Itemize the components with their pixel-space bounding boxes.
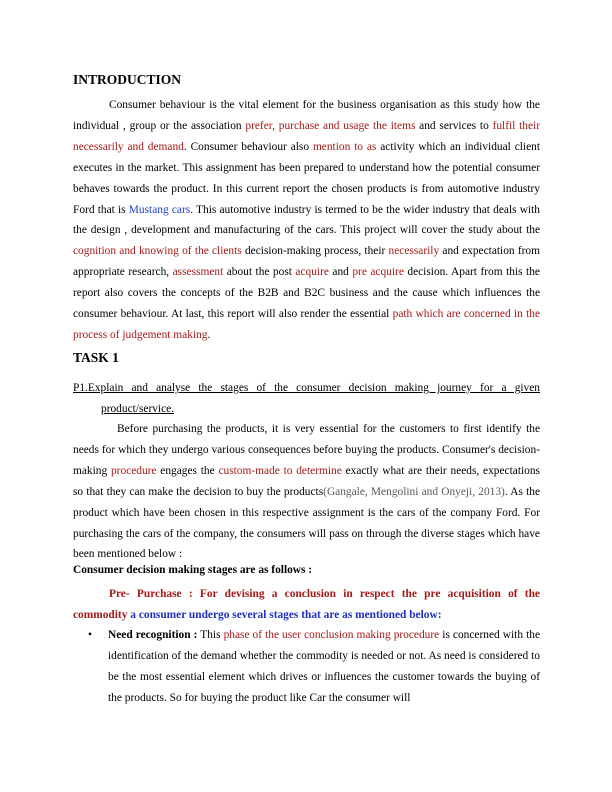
- intro-highlight-1: prefer, purchase and usage the items: [245, 119, 416, 132]
- intro-highlight-8: pre acquire: [352, 266, 404, 279]
- intro-text-5: . This automotive industry is termed to be the wider industry that deals with the design , development and manufacturing of the cars. This project will cover the study about the: [73, 203, 540, 237]
- intro-text-10: decision. Apart from this the report also covers the concepts of the B2B and B2C business and the cause which influences the consumer behaviour. At last, this report will also render the essential: [73, 266, 540, 321]
- intro-text-2: and services to: [415, 119, 493, 132]
- pre-purchase-paragraph: [73, 584, 540, 626]
- intro-text-3: . Consumer behaviour also: [183, 140, 313, 153]
- task-question-line-2: product/service.: [101, 402, 175, 415]
- stages-subheading: Consumer decision making stages are as follows :: [73, 564, 313, 576]
- task-question: [73, 378, 540, 420]
- need-text-2: is concerned with the identification of the demand whether the commodity is needed or not. As need is considered to be the most essential element which drives or influences the customer towards the buying of the products. So for buying the product like Car the consumer will: [108, 629, 540, 704]
- intro-highlight-3: mention to as: [312, 140, 377, 153]
- intro-highlight-4: cognition and knowing of the clients: [73, 245, 242, 258]
- intro-highlight-9: path which are concerned in the process of judgement making: [73, 308, 541, 341]
- need-recognition-bullet: [88, 625, 540, 709]
- intro-product-name: Mustang cars: [128, 203, 191, 216]
- intro-text-7: and expectation from appropriate research,: [73, 245, 540, 279]
- task-text-3: exactly what are their needs, expectations so that they can make the decision to buy the products: [73, 464, 540, 498]
- task-text-1: Before purchasing the products, it is very essential for the customers to first identify the needs for which they undergo various consequences before buying the products. Consumer's decision-making: [73, 423, 540, 477]
- pre-purchase-blue-text: a consumer undergo several stages that are as mentioned below:: [127, 608, 442, 621]
- task-1-heading: TASK 1: [73, 350, 119, 365]
- intro-text-8: about the post: [223, 266, 296, 279]
- intro-text-11: .: [207, 328, 211, 341]
- intro-text-6: decision-making process, their: [241, 245, 389, 258]
- intro-highlight-6: assessment: [172, 266, 224, 279]
- citation: (Gangale, Mengolini and Onyeji, 2013): [323, 485, 505, 498]
- bullet-icon: •: [88, 629, 92, 641]
- task-highlight-2: custom-made to determine: [218, 464, 342, 477]
- task-1-paragraph: [73, 419, 540, 565]
- need-highlight: phase of the user conclusion making procedure: [223, 629, 440, 641]
- intro-text-4: activity which an individual client executes in the market. This assignment has been prepared to understand how the potential consumer behaves towards the product. In this current report the chosen products is from automotive industry Ford that is: [73, 140, 540, 216]
- pre-purchase-red-text: Pre- Purchase : For devising a conclusion in respect the pre acquisition of the commodity: [73, 588, 540, 621]
- need-recognition-label: Need recognition :: [108, 629, 198, 641]
- intro-highlight-7: acquire: [295, 266, 329, 279]
- task-question-line-1: P1.Explain and analyse the stages of the consumer decision making journey for a given: [73, 382, 540, 394]
- intro-highlight-2: fulfil their necessarily and demand: [73, 119, 541, 153]
- intro-highlight-5: necessarily: [388, 245, 440, 258]
- introduction-heading: INTRODUCTION: [73, 72, 182, 87]
- intro-text-9: and: [328, 266, 353, 279]
- need-recognition-text: [108, 625, 540, 709]
- introduction-paragraph: [73, 95, 540, 346]
- task-highlight-1: procedure: [110, 464, 157, 477]
- task-text-4: . As the product which have been chosen in this respective assignment is the cars of the company Ford. For purchasing the cars of the company, the consumers will pass on through the diverse stages which have been mentioned below :: [73, 485, 541, 561]
- task-text-2: engages the: [156, 464, 219, 477]
- intro-text-1: Consumer behaviour is the vital element for the business organisation as this study how the individual , group or the association: [73, 99, 540, 132]
- need-text-1: This: [197, 629, 224, 641]
